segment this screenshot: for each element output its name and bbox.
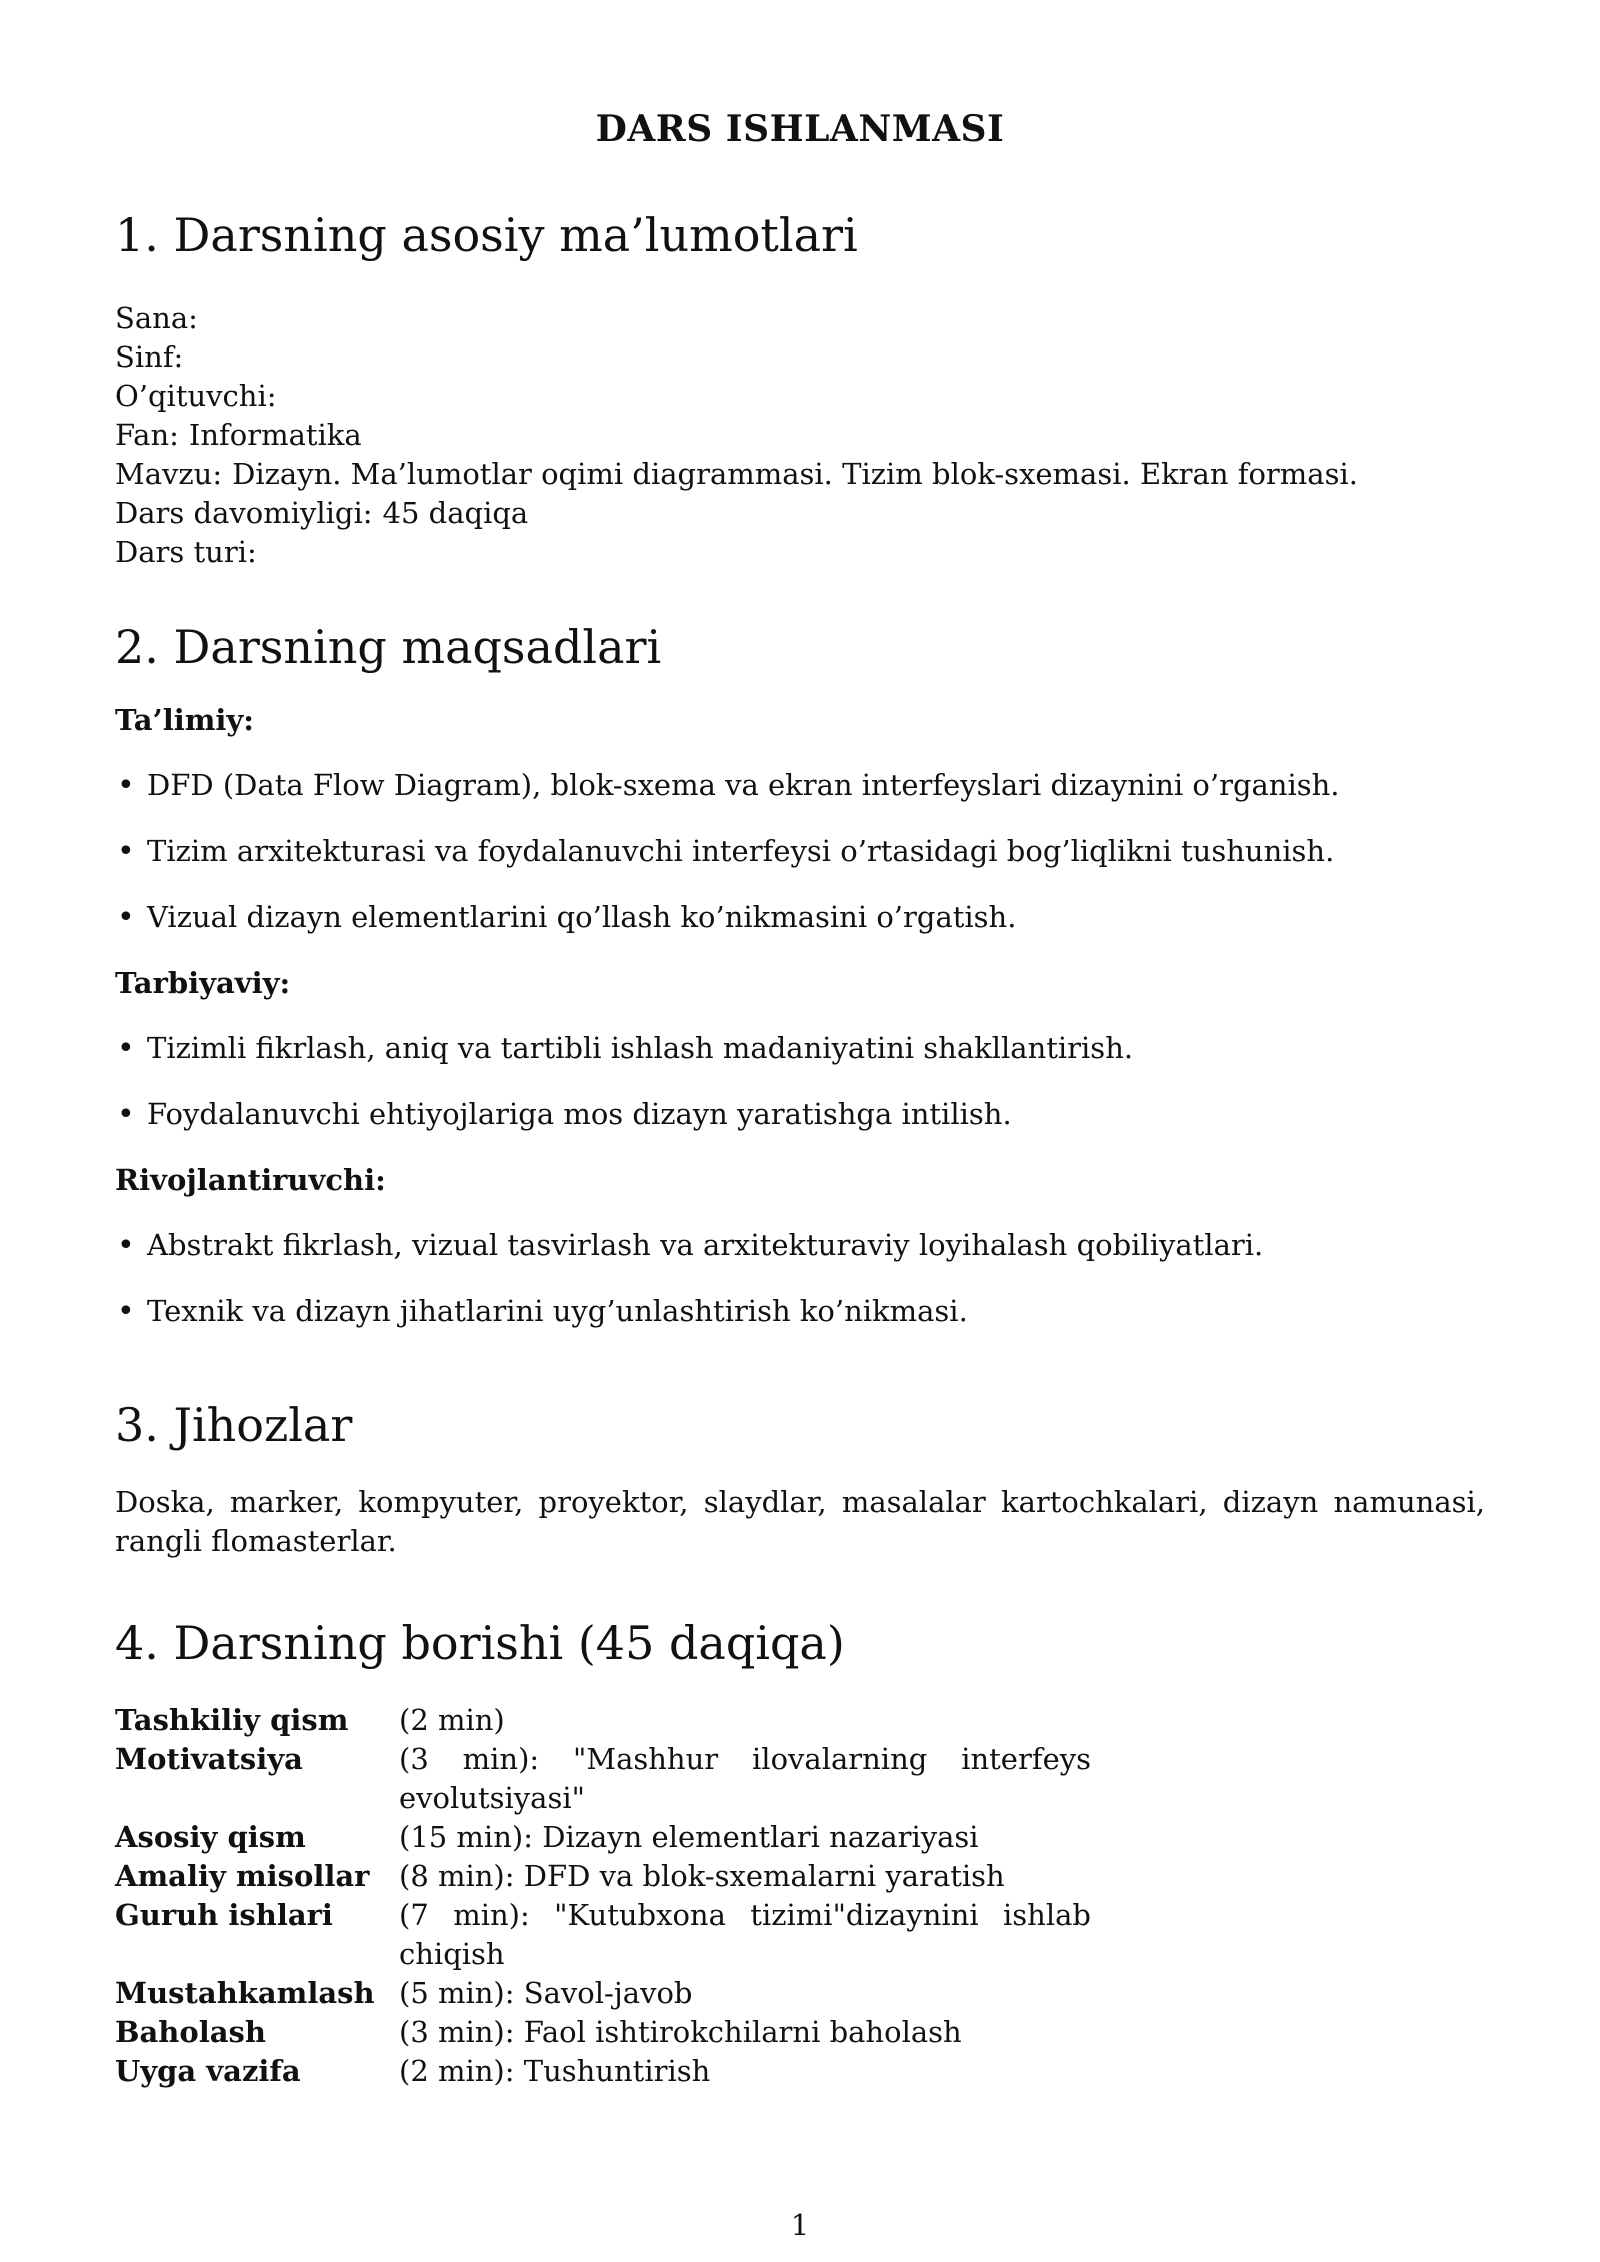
lesson-flow-table <box>115 1701 1091 2091</box>
table-row <box>115 2013 1091 2052</box>
document-title: DARS ISHLANMASI <box>595 108 1005 150</box>
phase-desc: (2 min) <box>399 1703 505 1738</box>
goal-item: • DFD (Data Flow Diagram), blok-sxema va ekran interfeyslari dizaynini o’rganish. <box>115 766 1485 805</box>
table-row <box>115 1701 1091 1740</box>
section-basic-info <box>115 208 1485 572</box>
table-row <box>115 2052 1091 2091</box>
goal-item: • Foydalanuvchi ehtiyojlariga mos dizayn yaratishga intilish. <box>115 1095 1485 1134</box>
phase-name: Baholash <box>115 2015 266 2050</box>
phase-desc: (7 min): "Kutubxona tizimi"dizaynini ishlab chiqish <box>399 1898 1091 1972</box>
info-value: Informatika <box>188 418 362 453</box>
goal-group-title: Ta’limiy: <box>115 703 254 738</box>
info-label: O’qituvchi: <box>115 379 277 414</box>
info-item-date <box>115 299 1485 338</box>
info-label: Dars davomiyligi: <box>115 496 373 531</box>
goal-group-title: Rivojlantiruvchi: <box>115 1163 386 1198</box>
goal-list-developmental <box>115 1226 1485 1331</box>
goal-item: • Abstrakt fikrlash, vizual tasvirlash va arxitekturaviy loyihalash qobiliyatlari. <box>115 1226 1485 1265</box>
goal-group-title: Tarbiyaviy: <box>115 966 291 1001</box>
info-value: Dizayn. Ma’lumotlar oqimi diagrammasi. Tizim blok-sxemasi. Ekran formasi. <box>232 457 1358 492</box>
section-goals <box>115 620 1485 1358</box>
info-item-class <box>115 338 1485 377</box>
info-item-topic <box>115 455 1485 494</box>
info-item-duration <box>115 494 1485 533</box>
page-number: 1 <box>790 2208 810 2242</box>
phase-desc: (3 min): "Mashhur ilovalarning interfeys evolutsiyasi" <box>399 1742 1091 1816</box>
table-row <box>115 1896 1091 1974</box>
info-list <box>115 299 1485 572</box>
info-label: Sana: <box>115 301 198 336</box>
info-item-lesson-type <box>115 533 1485 572</box>
section-heading: 3. Jihozlar <box>115 1398 353 1452</box>
goal-list-educational <box>115 766 1485 937</box>
goal-item: • Tizim arxitekturasi va foydalanuvchi interfeysi o’rtasidagi bog’liqlikni tushunish. <box>115 832 1485 871</box>
info-label: Sinf: <box>115 340 184 375</box>
phase-name: Amaliy misollar <box>115 1859 370 1894</box>
info-label: Fan: <box>115 418 179 453</box>
phase-desc: (2 min): Tushuntirish <box>399 2054 711 2089</box>
goal-item: • Tizimli fikrlash, aniq va tartibli ishlash madaniyatini shakllantirish. <box>115 1029 1485 1068</box>
info-value: 45 daqiqa <box>382 496 529 531</box>
info-item-teacher <box>115 377 1485 416</box>
phase-desc: (15 min): Dizayn elementlari nazariyasi <box>399 1820 979 1855</box>
phase-name: Tashkiliy qism <box>115 1703 349 1738</box>
goal-item: • Vizual dizayn elementlarini qo’llash ko’nikmasini o’rgatish. <box>115 898 1485 937</box>
section-equipment <box>115 1398 1485 1561</box>
phase-desc: (8 min): DFD va blok-sxemalarni yaratish <box>399 1859 1005 1894</box>
section-lesson-flow <box>115 1616 1485 2091</box>
equipment-text: Doska, marker, kompyuter, proyektor, slaydlar, masalalar kartochkalari, dizayn namunasi, rangli flomasterlar. <box>115 1485 1485 1559</box>
goal-list-upbringing <box>115 1029 1485 1134</box>
phase-desc: (5 min): Savol-javob <box>399 1976 693 2011</box>
phase-name: Guruh ishlari <box>115 1898 333 1933</box>
table-row <box>115 1740 1091 1818</box>
section-heading: 4. Darsning borishi (45 daqiqa) <box>115 1616 845 1670</box>
goal-item: • Texnik va dizayn jihatlarini uyg’unlashtirish ko’nikmasi. <box>115 1292 1485 1331</box>
info-label: Dars turi: <box>115 535 257 570</box>
table-row <box>115 1857 1091 1896</box>
phase-name: Uyga vazifa <box>115 2054 301 2089</box>
table-row <box>115 1974 1091 2013</box>
info-item-subject <box>115 416 1485 455</box>
phase-name: Motivatsiya <box>115 1742 303 1777</box>
table-row <box>115 1818 1091 1857</box>
section-heading: 1. Darsning asosiy ma’lumotlari <box>115 208 858 262</box>
info-label: Mavzu: <box>115 457 223 492</box>
phase-name: Mustahkamlash <box>115 1976 375 2011</box>
section-heading: 2. Darsning maqsadlari <box>115 620 662 674</box>
phase-name: Asosiy qism <box>115 1820 306 1855</box>
phase-desc: (3 min): Faol ishtirokchilarni baholash <box>399 2015 962 2050</box>
